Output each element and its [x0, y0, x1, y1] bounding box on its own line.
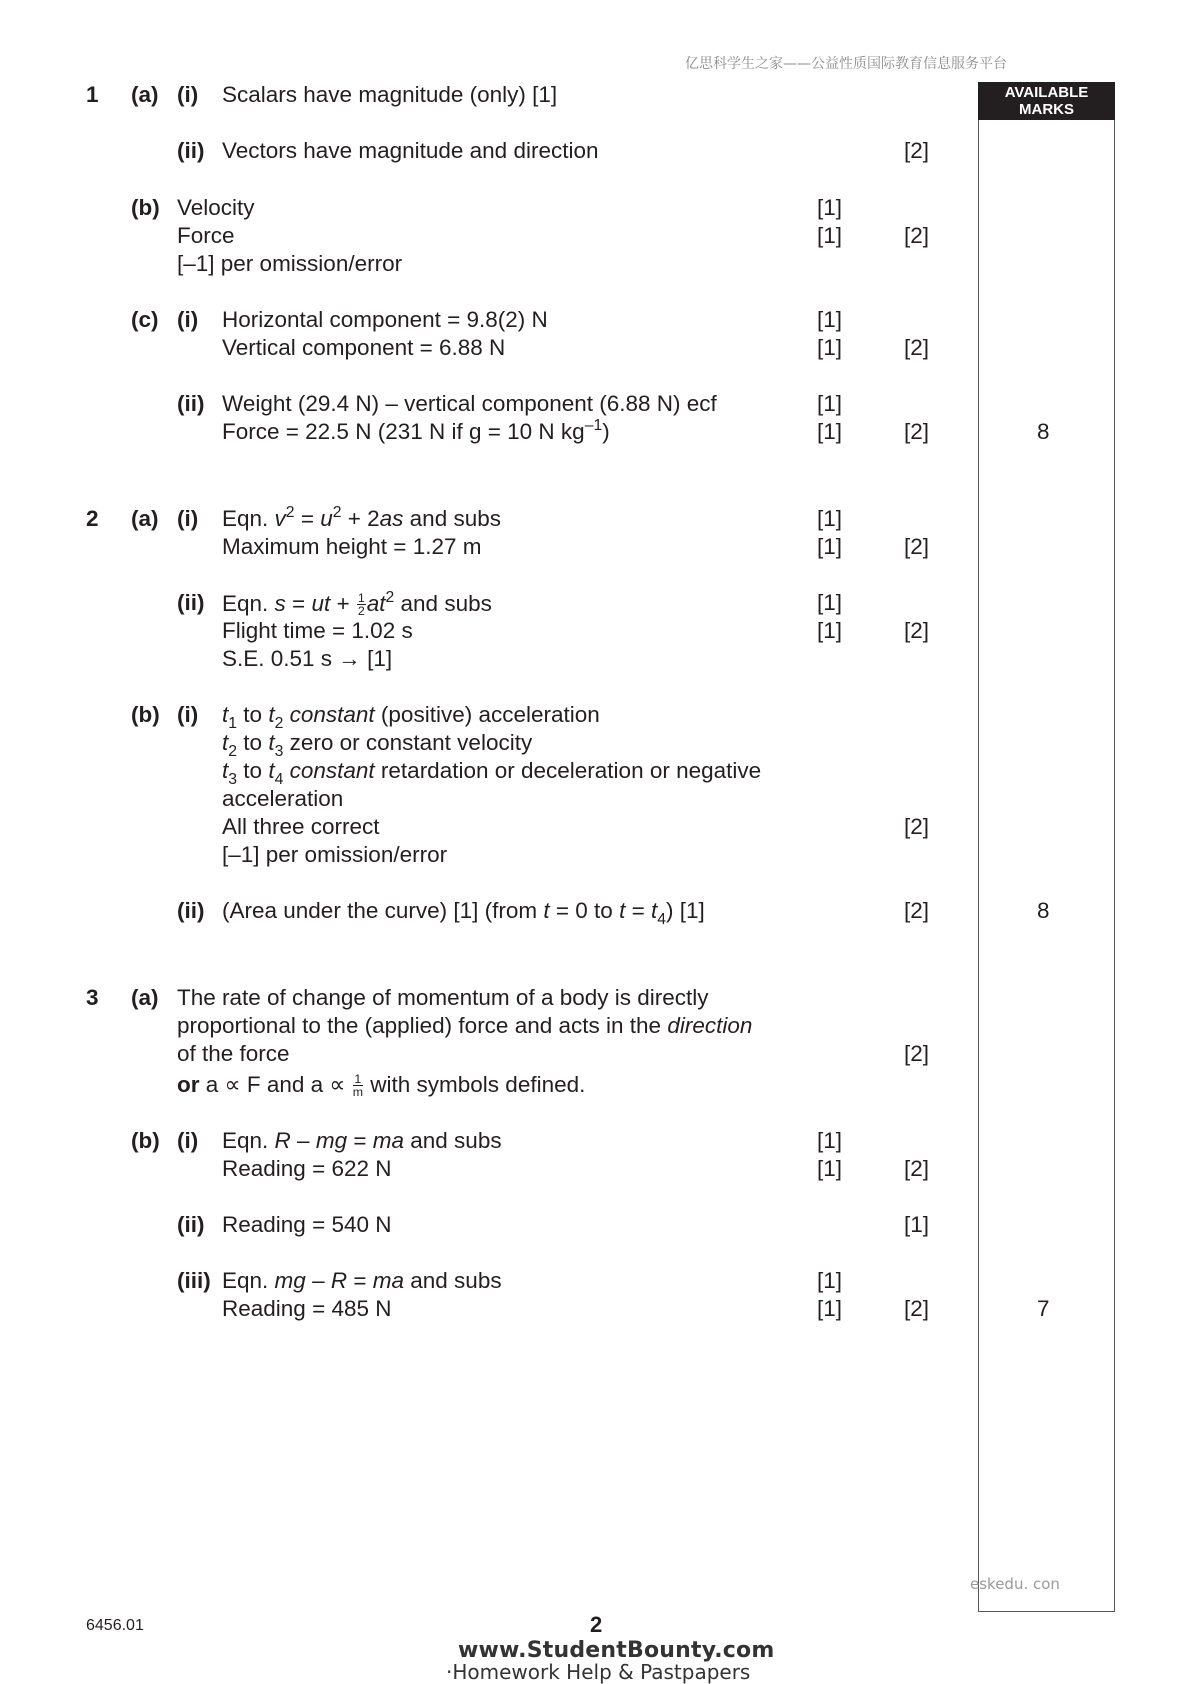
q1-b-line-3: [–1] per omission/error — [177, 251, 403, 276]
q1-c-ii-line-1: Weight (29.4 N) – vertical component (6.88 N) ecf — [222, 391, 717, 416]
q3-b-iii-line-2-mark: [1] — [817, 1296, 843, 1321]
line-tail: retardation or deceleration or negative — [374, 758, 762, 783]
q1-c-i-total-mark: [2] — [904, 335, 930, 360]
studentbounty-tagline: ·Homework Help & Pastpapers — [446, 1660, 751, 1684]
subscript: 2 — [228, 742, 238, 760]
equals: = — [347, 1268, 373, 1293]
q1-c-i-label: (i) — [177, 307, 199, 332]
page-number: 2 — [590, 1612, 603, 1637]
q2-a-ii-line-1-mark: [1] — [817, 590, 843, 615]
and-subs: and subs — [404, 1128, 502, 1153]
to: to — [237, 702, 269, 727]
q2-a-i-line-1-mark: [1] — [817, 506, 843, 531]
var-t: t — [619, 898, 626, 923]
subscript: 2 — [274, 714, 284, 732]
q3-b-iii-line-2: Reading = 485 N — [222, 1296, 392, 1321]
var-t: t — [268, 702, 275, 727]
plus-term: + 2 — [341, 506, 380, 531]
q2-a-i-line-2-mark: [1] — [817, 534, 843, 559]
q2-a-ii-label: (ii) — [177, 590, 205, 615]
var-mg: mg — [274, 1268, 306, 1293]
numerator: 1 — [357, 591, 365, 605]
var-ma: ma — [372, 1268, 405, 1293]
q2-b-ii-label: (ii) — [177, 898, 205, 923]
q2-a-ii-equation — [222, 589, 492, 619]
var-t: t — [222, 758, 229, 783]
q1-b-total-mark: [2] — [904, 223, 930, 248]
q3-a-line-1: The rate of change of momentum of a body is directly — [177, 985, 709, 1010]
available-marks-label: AVAILABLE MARKS — [1004, 84, 1089, 118]
watermark-text: eskedu. con — [970, 1575, 1060, 1593]
plus: + — [330, 590, 356, 616]
paper-code: 6456.01 — [86, 1617, 144, 1634]
q1-a-ii-answer: Vectors have magnitude and direction — [222, 138, 599, 163]
available-marks-column — [978, 82, 1115, 1612]
q1-c-ii-line-2-mark: [1] — [817, 419, 843, 444]
line-tail: (positive) acceleration — [374, 702, 600, 727]
exponent: 2 — [332, 504, 342, 522]
q1-c-ii-label: (ii) — [177, 391, 205, 416]
q2-a-ii-line-3: S.E. 0.51 s → [1] — [222, 646, 393, 671]
text: (Area under the curve) [1] (from — [222, 898, 544, 923]
q2-a-ii-total-mark: [2] — [904, 618, 930, 643]
var-ut: ut — [311, 590, 331, 616]
q2-b-i-line-6: [–1] per omission/error — [222, 842, 448, 867]
equals: = — [294, 506, 321, 531]
q1-a-i-answer: Scalars have magnitude (only) [1] — [222, 82, 558, 107]
direction-word: direction — [667, 1013, 753, 1038]
question-3-number: 3 — [86, 985, 99, 1010]
question-2-number: 2 — [86, 506, 99, 531]
var-ma: ma — [372, 1128, 405, 1153]
minus: – — [290, 1128, 316, 1153]
q3-b-i-total-mark: [2] — [904, 1156, 930, 1181]
text: ) [1] — [666, 898, 705, 923]
q2-a-i-label: (i) — [177, 506, 199, 531]
var-mg: mg — [315, 1128, 348, 1153]
numerator: 1 — [354, 1072, 362, 1086]
q3-b-iii-line-1-mark: [1] — [817, 1268, 843, 1293]
q1-c-ii-exponent: –1 — [584, 417, 603, 435]
q3-b-iii-total-mark: [2] — [904, 1296, 930, 1321]
q2-part-b-label: (b) — [131, 702, 160, 727]
text: = — [625, 898, 651, 923]
q1-a-ii-label: (ii) — [177, 138, 205, 163]
text: a ∝ F and a ∝ — [199, 1071, 352, 1097]
q3-b-i-line-2: Reading = 622 N — [222, 1156, 392, 1181]
q1-available-marks: 8 — [1037, 419, 1050, 444]
q1-c-i-line-2-mark: [1] — [817, 335, 843, 360]
line-tail: zero or constant velocity — [283, 730, 533, 755]
q1-c-i-line-2: Vertical component = 6.88 N — [222, 335, 506, 360]
q1-c-i-line-1-mark: [1] — [817, 307, 843, 332]
q2-b-i-line-2 — [222, 730, 533, 760]
q1-c-ii-line-1-mark: [1] — [817, 391, 843, 416]
exponent: 2 — [285, 504, 295, 522]
q2-a-i-line-2: Maximum height = 1.27 m — [222, 534, 482, 559]
var-at: at — [366, 590, 386, 616]
var-s: s — [274, 590, 286, 616]
q2-available-marks: 8 — [1037, 898, 1050, 923]
q2-b-i-line-5: All three correct — [222, 814, 380, 839]
var-t: t — [543, 898, 550, 923]
q1-b-line-1-mark: [1] — [817, 195, 843, 220]
subscript: 1 — [228, 714, 238, 732]
q3-b-iii-label: (iii) — [177, 1268, 211, 1293]
q1-c-ii-total-mark: [2] — [904, 419, 930, 444]
q2-b-ii-total-mark: [2] — [904, 898, 930, 923]
q3-available-marks: 7 — [1037, 1296, 1050, 1321]
and-subs: and subs — [394, 590, 492, 616]
var-v: v — [274, 506, 286, 531]
q3-b-i-line-1-mark: [1] — [817, 1128, 843, 1153]
question-1-number: 1 — [86, 82, 99, 107]
q3-part-b-label: (b) — [131, 1128, 160, 1153]
var-t: t — [651, 898, 658, 923]
constant-word: constant — [289, 702, 375, 727]
q3-a-total-mark: [2] — [904, 1041, 930, 1066]
q3-a-line-4 — [177, 1073, 585, 1099]
q3-b-ii-total-mark: [1] — [904, 1212, 930, 1237]
var-t: t — [222, 702, 229, 727]
q3-a-line-3: of the force — [177, 1041, 290, 1066]
denominator: 2 — [357, 604, 365, 619]
q2-b-i-line-3 — [222, 758, 762, 788]
q1-b-line-1: Velocity — [177, 195, 255, 220]
and-subs: and subs — [403, 506, 501, 531]
exponent: 2 — [385, 589, 395, 607]
q3-b-ii-label: (ii) — [177, 1212, 205, 1237]
eqn-prefix: Eqn. — [222, 506, 275, 531]
denominator: m — [352, 1085, 364, 1100]
fraction-half — [357, 592, 366, 618]
equals: = — [347, 1128, 373, 1153]
q1-a-i-label: (i) — [177, 82, 199, 107]
var-r: R — [330, 1268, 348, 1293]
var-t: t — [268, 730, 275, 755]
q2-a-ii-line-2-mark: [1] — [817, 618, 843, 643]
var-u: u — [320, 506, 333, 531]
q2-b-i-line-4: acceleration — [222, 786, 344, 811]
subscript: 3 — [274, 742, 284, 760]
studentbounty-link[interactable]: www.StudentBounty.com — [458, 1638, 775, 1663]
to: to — [237, 730, 269, 755]
q2-part-a-label: (a) — [131, 506, 159, 531]
fraction-one-over-m — [353, 1073, 363, 1099]
eqn-prefix: Eqn. — [222, 590, 275, 616]
q1-part-b-label: (b) — [131, 195, 160, 220]
available-marks-header — [978, 82, 1115, 120]
q2-b-i-total-mark: [2] — [904, 814, 930, 839]
q3-b-ii-answer: Reading = 540 N — [222, 1212, 392, 1237]
q2-b-ii-answer — [222, 898, 705, 928]
to: to — [237, 758, 269, 783]
q1-c-ii-line-2-text: Force = 22.5 N (231 N if g = 10 N kg — [222, 419, 585, 444]
q1-c-ii-line-2 — [222, 417, 610, 444]
q3-b-iii-equation — [222, 1270, 502, 1293]
q3-b-i-equation — [222, 1130, 502, 1153]
platform-header-text: 亿思科学生之家——公益性质国际教育信息服务平台 — [685, 56, 1007, 72]
q1-b-line-2: Force — [177, 223, 235, 248]
and-subs: and subs — [404, 1268, 502, 1293]
q1-c-ii-line-2-close: ) — [602, 419, 610, 444]
q1-c-i-line-1: Horizontal component = 9.8(2) N — [222, 307, 548, 332]
subscript: 4 — [657, 910, 667, 928]
or-word: or — [177, 1071, 200, 1097]
q1-a-ii-total-mark: [2] — [904, 138, 930, 163]
text: proportional to the (applied) force and acts in the — [177, 1013, 668, 1038]
subscript: 3 — [228, 770, 238, 788]
constant-word: constant — [289, 758, 375, 783]
var-t: t — [268, 758, 275, 783]
q2-a-i-total-mark: [2] — [904, 534, 930, 559]
q2-a-ii-line-2: Flight time = 1.02 s — [222, 618, 413, 643]
text: = 0 to — [549, 898, 620, 923]
eqn-prefix: Eqn. — [222, 1268, 275, 1293]
q1-part-c-label: (c) — [131, 307, 159, 332]
var-r: R — [274, 1128, 291, 1153]
q2-b-i-line-1 — [222, 702, 600, 732]
q3-b-i-line-2-mark: [1] — [817, 1156, 843, 1181]
q3-part-a-label: (a) — [131, 985, 159, 1010]
q1-b-line-2-mark: [1] — [817, 223, 843, 248]
subscript: 4 — [274, 770, 284, 788]
q2-a-i-equation — [222, 504, 501, 531]
q2-b-i-label: (i) — [177, 702, 199, 727]
minus: – — [305, 1268, 331, 1293]
text: with symbols defined. — [364, 1071, 586, 1097]
var-t: t — [222, 730, 229, 755]
q3-a-line-2 — [177, 1015, 752, 1038]
var-as: as — [379, 506, 404, 531]
q1-part-a-label: (a) — [131, 82, 159, 107]
equals: = — [285, 590, 312, 616]
eqn-prefix: Eqn. — [222, 1128, 275, 1153]
q3-b-i-label: (i) — [177, 1128, 199, 1153]
